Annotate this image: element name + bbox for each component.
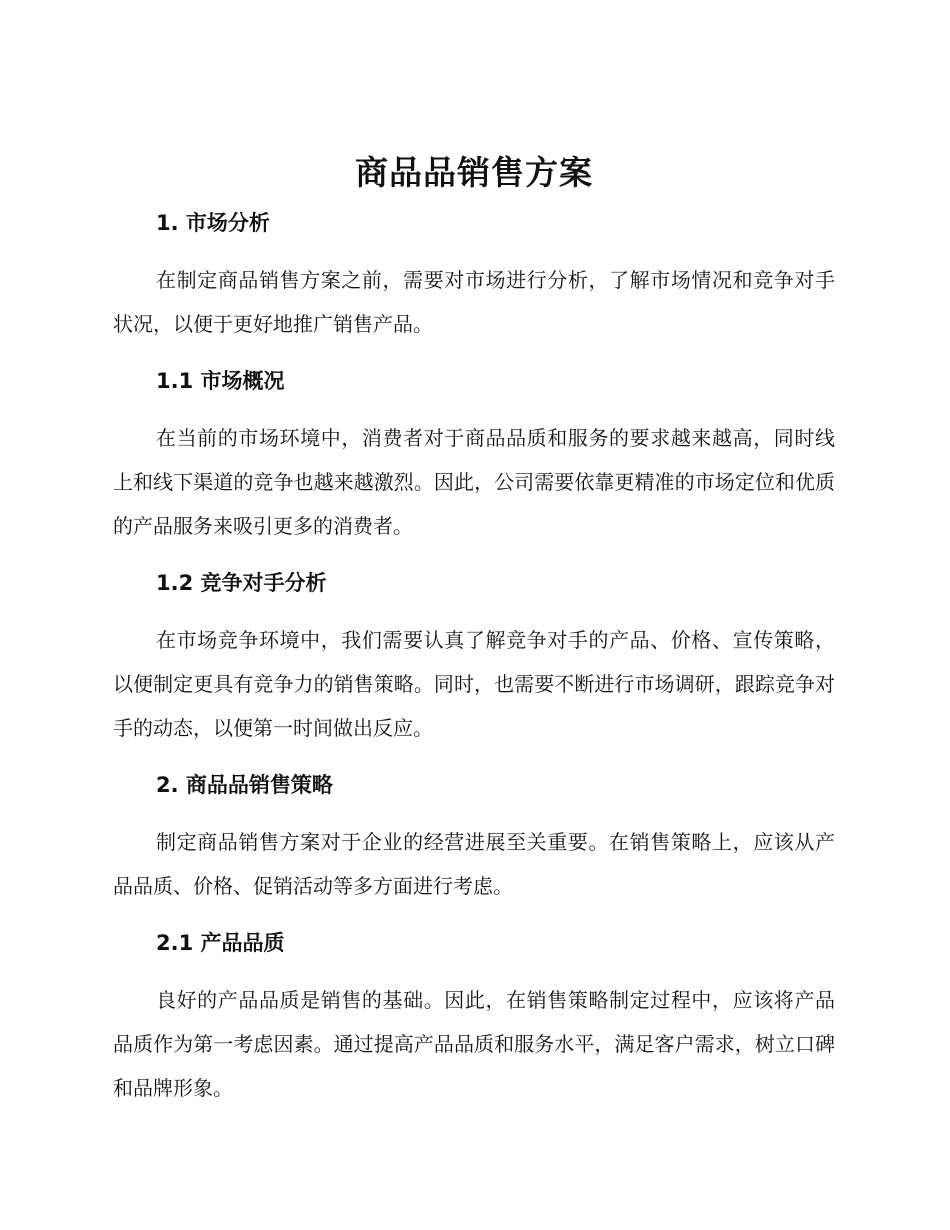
- section-heading-competitor-analysis: 1.2 竞争对手分析: [156, 571, 327, 595]
- section-paragraph-market-overview: 在当前的市场环境中，消费者对于商品品质和服务的要求越来越高，同时线上和线下渠道的竞争也越来越激烈。因此，公司需要依靠更精准的市场定位和优质的产品服务来吸引更多的消费者。: [113, 426, 835, 538]
- section-heading-sales-strategy: 2. 商品品销售策略: [156, 773, 333, 797]
- section-paragraph-product-quality: 良好的产品品质是销售的基础。因此，在销售策略制定过程中，应该将产品品质作为第一考虑因素。通过提高产品品质和服务水平，满足客户需求，树立口碑和品牌形象。: [113, 988, 835, 1100]
- section-paragraph-market-analysis: 在制定商品销售方案之前，需要对市场进行分析，了解市场情况和竞争对手状况，以便于更好地推广销售产品。: [113, 268, 835, 336]
- section-paragraph-sales-strategy: 制定商品销售方案对于企业的经营进展至关重要。在销售策略上，应该从产品品质、价格、促销活动等多方面进行考虑。: [113, 830, 835, 898]
- document-page: [113, 150, 835, 1110]
- section-heading-market-analysis: 1. 市场分析: [156, 211, 270, 235]
- section-paragraph-competitor-analysis: 在市场竞争环境中，我们需要认真了解竞争对手的产品、价格、宣传策略，以便制定更具有竞争力的销售策略。同时，也需要不断进行市场调研，跟踪竞争对手的动态，以便第一时间做出反应。: [113, 628, 835, 740]
- section-heading-market-overview: 1.1 市场概况: [156, 369, 285, 393]
- document-title: 商品品销售方案: [355, 153, 593, 192]
- section-heading-product-quality: 2.1 产品品质: [156, 931, 285, 955]
